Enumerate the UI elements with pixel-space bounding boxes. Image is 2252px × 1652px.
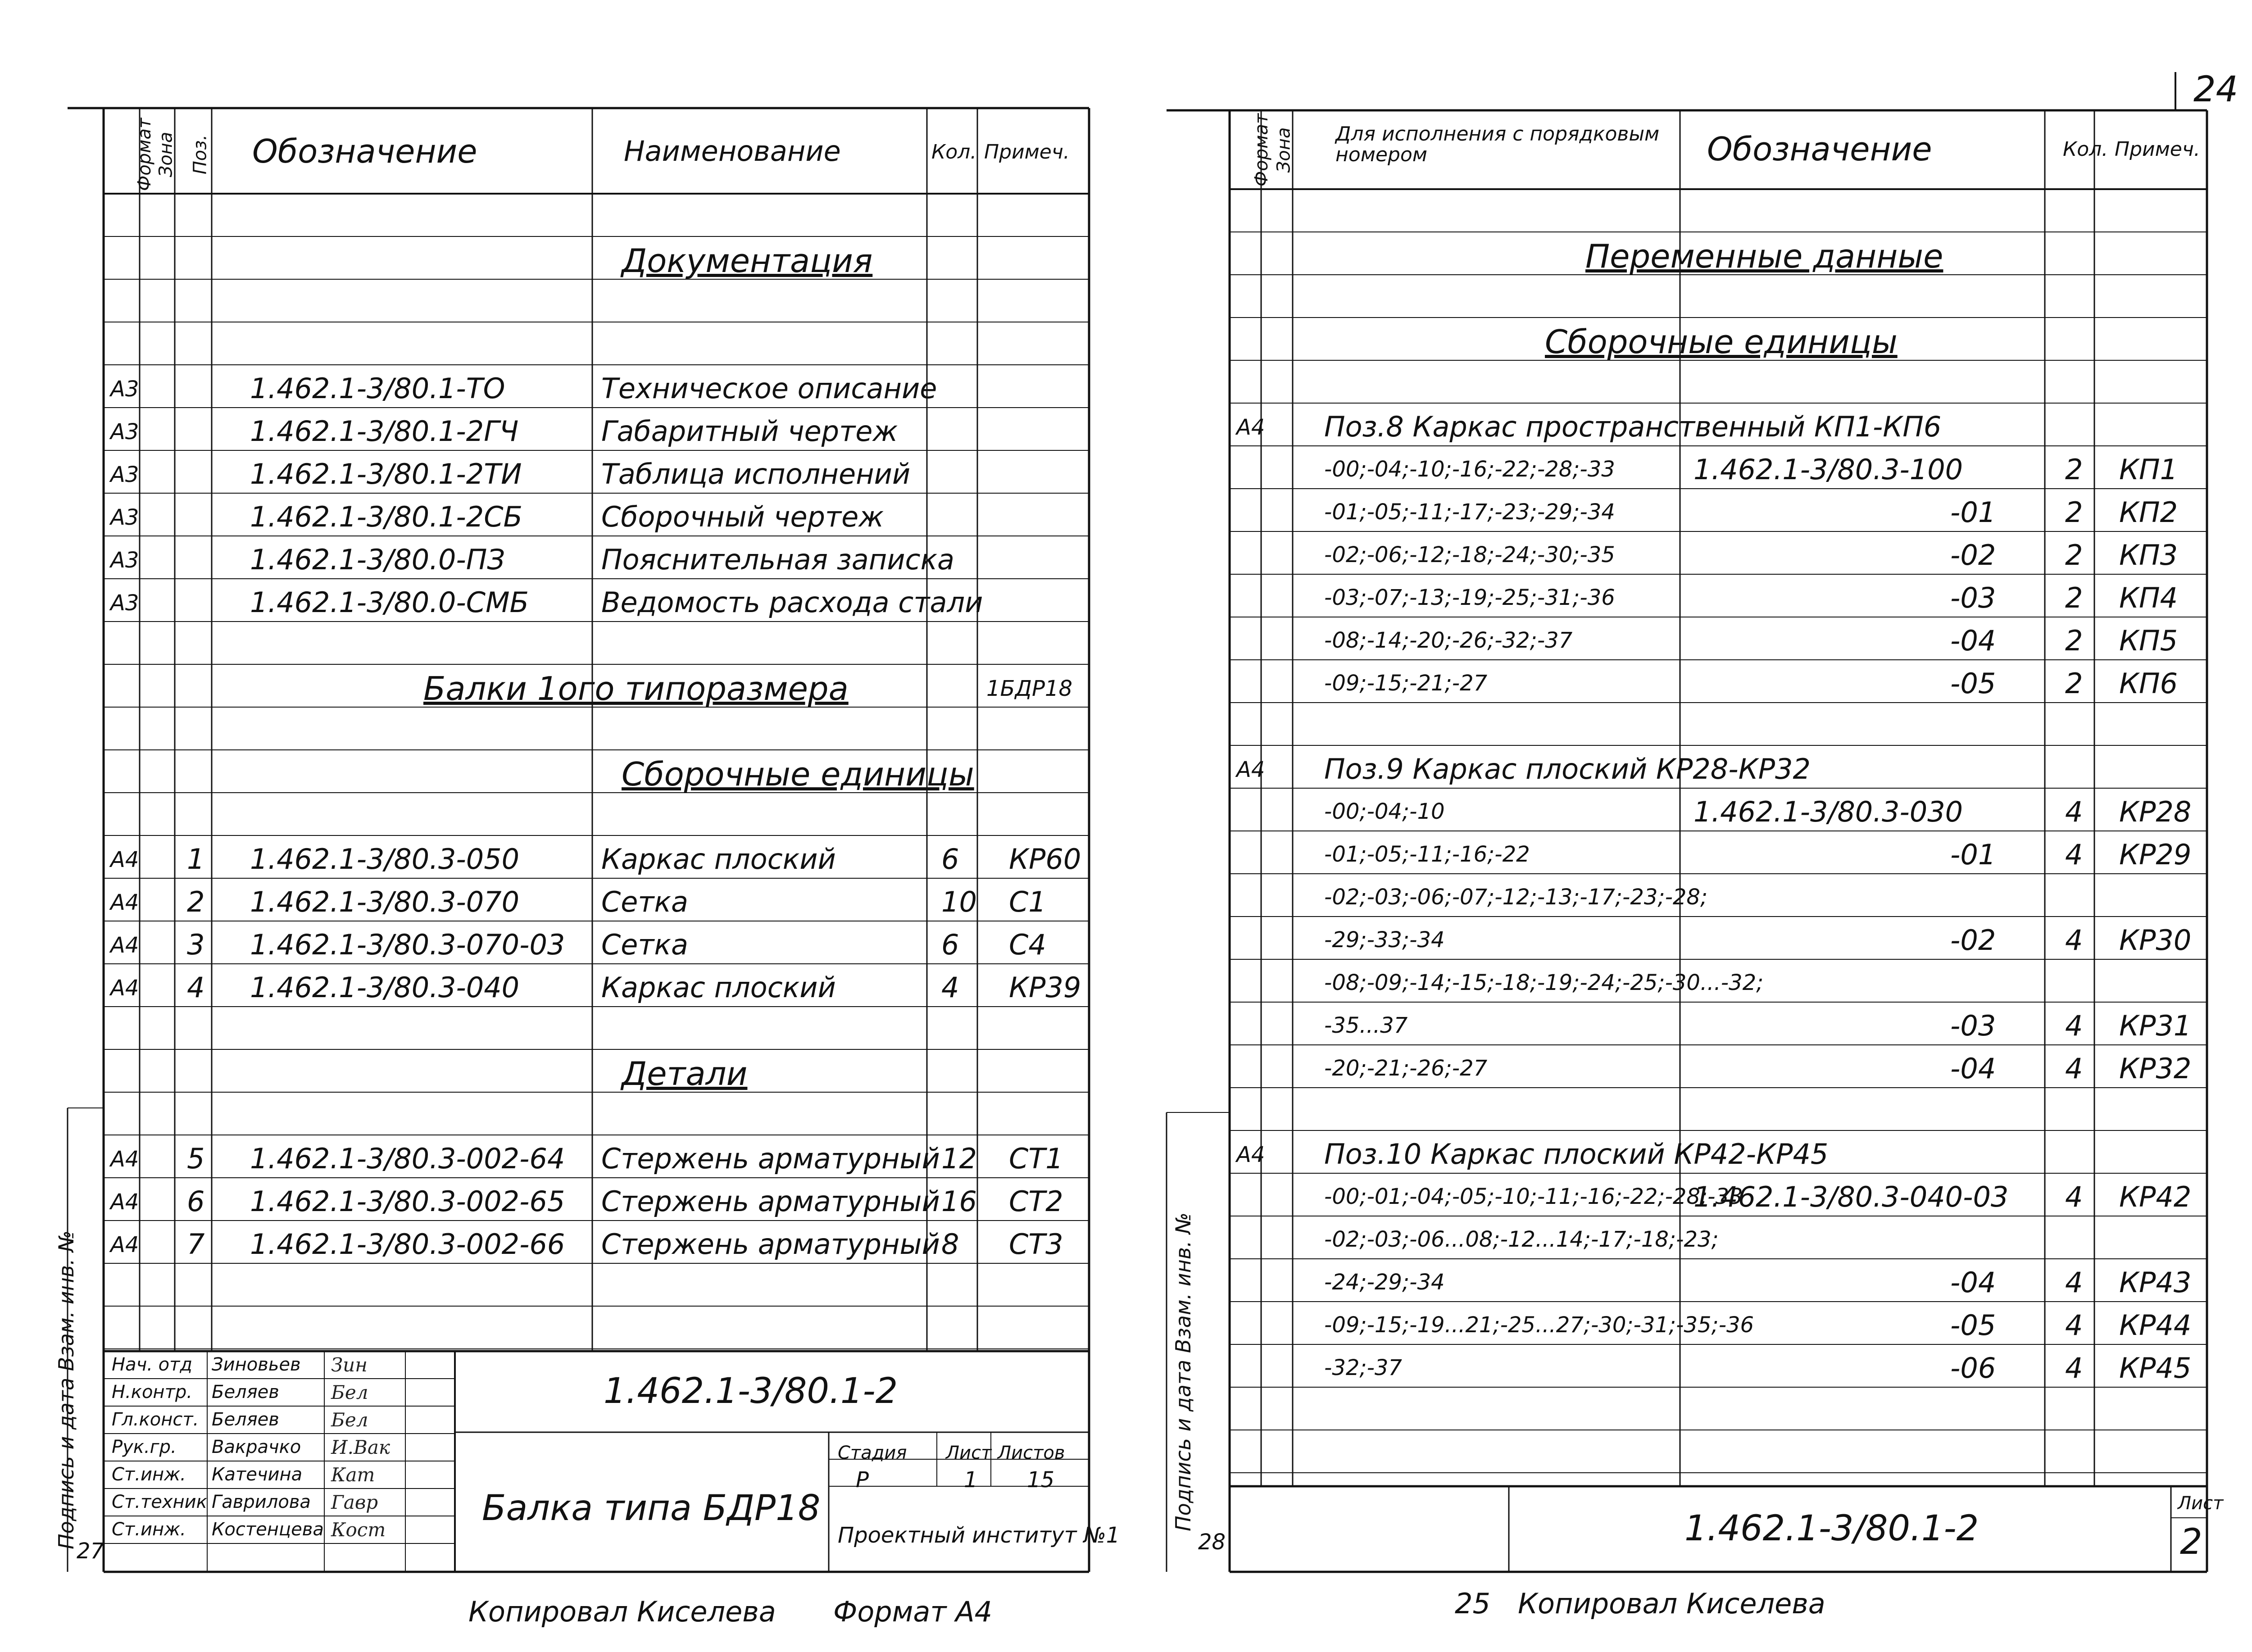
right-row-variant: -08;-14;-20;-26;-32;-37 <box>1324 628 1573 653</box>
left-sheet-value: 1 <box>964 1467 978 1493</box>
left-row-note: СТ3 <box>1009 1228 1063 1261</box>
left-person-signature: Кост <box>331 1519 386 1541</box>
left-row-name: Сетка <box>601 885 688 918</box>
right-row-qty: 2 <box>2065 624 2083 657</box>
left-footer-format: Формат А4 <box>833 1595 993 1628</box>
right-row-qty: 4 <box>2065 795 2083 828</box>
left-person-name: Костенцева <box>212 1519 324 1540</box>
right-row-note: КР31 <box>2119 1009 2192 1042</box>
right-row-note: КП1 <box>2119 453 2178 486</box>
right-row-qty: 2 <box>2065 667 2083 700</box>
right-row-qty: 4 <box>2065 1052 2083 1085</box>
left-row-designation: 1.462.1-3/80.3-070 <box>250 885 520 918</box>
right-row-variant: -35...37 <box>1324 1013 1408 1038</box>
right-row-qty: 2 <box>2065 581 2083 614</box>
right-row-note: КР30 <box>2119 924 2192 957</box>
right-row-variant: -02;-03;-06;-07;-12;-13;-17;-23;-28; <box>1324 885 1708 910</box>
left-person-role: Нач. отд <box>112 1354 193 1375</box>
left-row-name: Стержень арматурный <box>601 1185 940 1218</box>
right-doc-code: 1.462.1-3/80.1-2 <box>1684 1508 1979 1549</box>
right-row-variant: -00;-04;-10;-16;-22;-28;-33 <box>1324 457 1615 482</box>
right-row-designation: 1.462.1-3/80.3-030 <box>1694 795 1963 828</box>
right-row-designation: -01 <box>1950 496 1996 529</box>
left-row-note: КР39 <box>1009 971 1081 1004</box>
left-row-name: Таблица исполнений <box>601 458 911 490</box>
right-row-note: КР45 <box>2119 1352 2192 1384</box>
left-person-signature: Кат <box>331 1464 375 1486</box>
left-row-designation: 1.462.1-3/80.3-002-65 <box>250 1185 565 1218</box>
right-row-note: КП3 <box>2119 539 2178 572</box>
right-row-note: КР42 <box>2119 1180 2192 1213</box>
left-row-note: СТ1 <box>1009 1142 1063 1175</box>
right-section-title: Сборочные единицы <box>1545 323 1898 361</box>
right-row-note: КП4 <box>2119 581 2178 614</box>
left-row-pos: 7 <box>187 1228 205 1261</box>
right-row-designation: -02 <box>1950 539 1996 572</box>
right-row-note: КП2 <box>2119 496 2178 529</box>
right-row-designation: -03 <box>1950 581 1996 614</box>
left-row-name: Каркас плоский <box>601 971 836 1004</box>
right-row-qty: 4 <box>2065 1352 2083 1384</box>
right-row-heading: Поз.10 Каркас плоский КР42-КР45 <box>1324 1138 1829 1171</box>
right-row-qty: 2 <box>2065 496 2083 529</box>
left-section-title: Балки 1ого типоразмера <box>423 670 849 708</box>
right-row-designation: -01 <box>1950 838 1996 871</box>
left-person-name: Гаврилова <box>212 1492 311 1512</box>
right-row-format: А4 <box>1236 757 1265 782</box>
left-row-name: Габаритный чертеж <box>601 415 898 448</box>
right-sheet-value: 2 <box>2180 1522 2202 1562</box>
right-row-note: КР29 <box>2119 838 2192 871</box>
left-sheets-label: Листов <box>998 1443 1065 1463</box>
right-row-note: КП6 <box>2119 667 2178 700</box>
left-row-designation: 1.462.1-3/80.0-ПЗ <box>250 543 505 576</box>
right-footer-num: 25 <box>1455 1587 1490 1620</box>
left-row-format: А3 <box>110 419 139 445</box>
left-row-name: Стержень арматурный <box>601 1228 940 1261</box>
right-row-variant: -08;-09;-14;-15;-18;-19;-24;-25;-30...-32; <box>1324 970 1764 995</box>
right-row-note: КР44 <box>2119 1309 2192 1342</box>
left-row-pos: 4 <box>187 971 205 1004</box>
left-row-name: Пояснительная записка <box>601 543 955 576</box>
left-person-name: Беляев <box>212 1382 279 1402</box>
right-row-qty: 4 <box>2065 838 2083 871</box>
left-row-pos: 3 <box>187 928 205 961</box>
left-doc-title: Балка типа БДР18 <box>482 1488 821 1529</box>
left-person-signature: И.Вак <box>331 1436 390 1458</box>
right-row-qty: 4 <box>2065 1266 2083 1299</box>
left-row-qty: 16 <box>941 1185 977 1218</box>
left-row-qty: 4 <box>941 971 959 1004</box>
left-header-format: Формат <box>134 118 155 191</box>
right-row-variant: -01;-05;-11;-16;-22 <box>1324 842 1530 867</box>
left-header-designation: Обозначение <box>252 132 477 170</box>
left-row-name: Каркас плоский <box>601 843 836 876</box>
right-row-designation: -04 <box>1950 1052 1996 1085</box>
right-row-variant: -24;-29;-34 <box>1324 1270 1445 1295</box>
right-header-zone: Зона <box>1273 127 1294 173</box>
left-row-pos: 6 <box>187 1185 205 1218</box>
right-row-note: КР28 <box>2119 795 2192 828</box>
right-sheet-label: Лист <box>2178 1493 2224 1514</box>
left-row-format: А3 <box>110 505 139 530</box>
right-row-qty: 2 <box>2065 539 2083 572</box>
right-row-note: КП5 <box>2119 624 2178 657</box>
left-row-qty: 6 <box>941 843 959 876</box>
left-person-role: Гл.конст. <box>112 1409 199 1430</box>
left-row-pos: 5 <box>187 1142 205 1175</box>
right-row-heading: Поз.8 Каркас пространственный КП1-КП6 <box>1324 410 1942 443</box>
right-row-variant: -09;-15;-19...21;-25...27;-30;-31;-35;-36 <box>1324 1312 1754 1338</box>
left-section-title: Документация <box>622 242 873 280</box>
left-row-note: КР60 <box>1009 843 1081 876</box>
right-row-variant: -29;-33;-34 <box>1324 927 1445 953</box>
left-row-qty: 6 <box>941 928 959 961</box>
left-person-signature: Зин <box>331 1354 368 1376</box>
left-header-pos: Поз. <box>190 134 211 175</box>
right-row-designation: -05 <box>1950 1309 1996 1342</box>
left-margin-note: 27 <box>77 1539 104 1564</box>
left-row-name: Техническое описание <box>601 372 937 405</box>
left-row-format: А4 <box>110 1189 139 1215</box>
right-row-format: А4 <box>1236 415 1265 440</box>
right-row-variant: -01;-05;-11;-17;-23;-29;-34 <box>1324 499 1615 525</box>
left-side-stamp: Подпись и дата Взам. инв. № <box>54 1230 78 1549</box>
left-row-designation: 1.462.1-3/80.3-050 <box>250 843 520 876</box>
left-row-qty: 8 <box>941 1228 959 1261</box>
page-number: 24 <box>2193 69 2238 110</box>
left-row-format: А3 <box>110 462 139 487</box>
right-row-designation: 1.462.1-3/80.3-040-03 <box>1694 1180 2009 1213</box>
left-sheet-label: Лист <box>946 1443 992 1463</box>
left-row-note: С1 <box>1009 885 1046 918</box>
left-row-format: А4 <box>110 890 139 915</box>
left-header-qty: Кол. <box>931 141 977 163</box>
right-margin-note: 28 <box>1198 1529 1226 1555</box>
left-row-name: Сборочный чертеж <box>601 500 884 533</box>
right-row-heading: Поз.9 Каркас плоский КР28-КР32 <box>1324 753 1811 785</box>
right-row-qty: 4 <box>2065 1009 2083 1042</box>
right-row-designation: -05 <box>1950 667 1996 700</box>
left-row-designation: 1.462.1-3/80.1-ТО <box>250 372 505 405</box>
left-row-name: Сетка <box>601 928 688 961</box>
left-row-note: С4 <box>1009 928 1046 961</box>
right-row-qty: 4 <box>2065 1180 2083 1213</box>
right-row-designation: -04 <box>1950 624 1996 657</box>
right-row-variant: -32;-37 <box>1324 1355 1402 1380</box>
left-row-designation: 1.462.1-3/80.3-070-03 <box>250 928 565 961</box>
left-row-format: А4 <box>110 1232 139 1257</box>
left-header-zone: Зона <box>155 132 177 177</box>
left-person-role: Ст.инж. <box>112 1464 186 1485</box>
right-row-variant: -00;-04;-10 <box>1324 799 1445 824</box>
right-row-designation: -02 <box>1950 924 1996 957</box>
left-person-role: Ст.техник <box>112 1492 207 1512</box>
left-row-format: А4 <box>110 976 139 1001</box>
right-footer-copied: Копировал Киселева <box>1518 1587 1825 1620</box>
left-header-note: Примеч. <box>984 141 1070 163</box>
left-person-name: Катечина <box>212 1464 303 1485</box>
left-row-designation: 1.462.1-3/80.0-СМБ <box>250 586 529 619</box>
left-row-format: А4 <box>110 847 139 872</box>
right-row-variant: -09;-15;-21;-27 <box>1324 671 1488 696</box>
right-header-designation: Обозначение <box>1707 130 1932 168</box>
left-person-role: Н.контр. <box>112 1382 192 1402</box>
left-person-name: Беляев <box>212 1409 279 1430</box>
right-row-designation: -04 <box>1950 1266 1996 1299</box>
left-stage-label: Стадия <box>838 1443 907 1463</box>
left-row-format: А3 <box>110 548 139 573</box>
left-row-name: Стержень арматурный <box>601 1142 940 1175</box>
left-row-format: А3 <box>110 377 139 402</box>
right-row-qty: 2 <box>2065 453 2083 486</box>
left-footer-copied: Копировал Киселева <box>468 1595 776 1628</box>
right-row-variant: -03;-07;-13;-19;-25;-31;-36 <box>1324 585 1615 610</box>
left-row-format: А4 <box>110 933 139 958</box>
right-row-variant: -00;-01;-04;-05;-10;-11;-16;-22;-28;-33 <box>1324 1184 1743 1209</box>
left-row-designation: 1.462.1-3/80.1-2ТИ <box>250 458 522 490</box>
right-row-designation: -03 <box>1950 1009 1996 1042</box>
left-row-qty: 12 <box>941 1142 977 1175</box>
left-person-role: Ст.инж. <box>112 1519 186 1540</box>
right-row-qty: 4 <box>2065 1309 2083 1342</box>
right-row-designation: 1.462.1-3/80.3-100 <box>1694 453 1963 486</box>
left-row-designation: 1.462.1-3/80.3-002-64 <box>250 1142 565 1175</box>
left-section-title: Детали <box>622 1055 748 1093</box>
left-row-qty: 10 <box>941 885 977 918</box>
left-person-signature: Бел <box>331 1381 368 1403</box>
left-person-signature: Бел <box>331 1409 368 1431</box>
right-row-note: КР32 <box>2119 1052 2192 1085</box>
left-row-name: Ведомость расхода стали <box>601 586 983 619</box>
left-row-note: 1БДР18 <box>986 676 1072 701</box>
left-header-name: Наименование <box>624 135 841 168</box>
left-row-format: А3 <box>110 590 139 616</box>
right-row-variant: -20;-21;-26;-27 <box>1324 1056 1488 1081</box>
left-row-pos: 2 <box>187 885 205 918</box>
left-row-designation: 1.462.1-3/80.1-2СБ <box>250 500 523 533</box>
right-header-variant: Для исполнения с порядковым номером <box>1335 123 1660 167</box>
left-row-designation: 1.462.1-3/80.1-2ГЧ <box>250 415 519 448</box>
left-org: Проектный институт №1 <box>838 1523 1120 1548</box>
right-row-designation: -06 <box>1950 1352 1996 1384</box>
right-header-qty: Кол. <box>2063 138 2108 161</box>
right-header-format: Формат <box>1251 113 1272 187</box>
left-sheets-value: 15 <box>1027 1467 1055 1493</box>
left-person-role: Рук.гр. <box>112 1437 177 1457</box>
left-person-name: Вакрачко <box>212 1437 301 1457</box>
right-header-note: Примеч. <box>2115 138 2200 161</box>
left-person-signature: Гавр <box>331 1491 378 1513</box>
right-row-variant: -02;-06;-12;-18;-24;-30;-35 <box>1324 542 1615 567</box>
left-person-name: Зиновьев <box>212 1354 301 1375</box>
left-doc-code: 1.462.1-3/80.1-2 <box>604 1371 898 1411</box>
left-stage-value: Р <box>856 1467 869 1493</box>
right-row-format: А4 <box>1236 1142 1265 1167</box>
right-side-stamp: Подпись и дата Взам. инв. № <box>1171 1212 1195 1531</box>
right-sheet <box>1126 0 2252 1652</box>
left-row-designation: 1.462.1-3/80.3-040 <box>250 971 520 1004</box>
left-row-format: А4 <box>110 1147 139 1172</box>
right-row-note: КР43 <box>2119 1266 2192 1299</box>
left-row-designation: 1.462.1-3/80.3-002-66 <box>250 1228 565 1261</box>
left-section-title: Сборочные единицы <box>622 755 974 793</box>
right-row-qty: 4 <box>2065 924 2083 957</box>
right-row-variant: -02;-03;-06...08;-12...14;-17;-18;-23; <box>1324 1227 1719 1252</box>
left-row-pos: 1 <box>187 843 205 876</box>
right-section-title: Переменные данные <box>1585 237 1943 275</box>
left-row-note: СТ2 <box>1009 1185 1063 1218</box>
